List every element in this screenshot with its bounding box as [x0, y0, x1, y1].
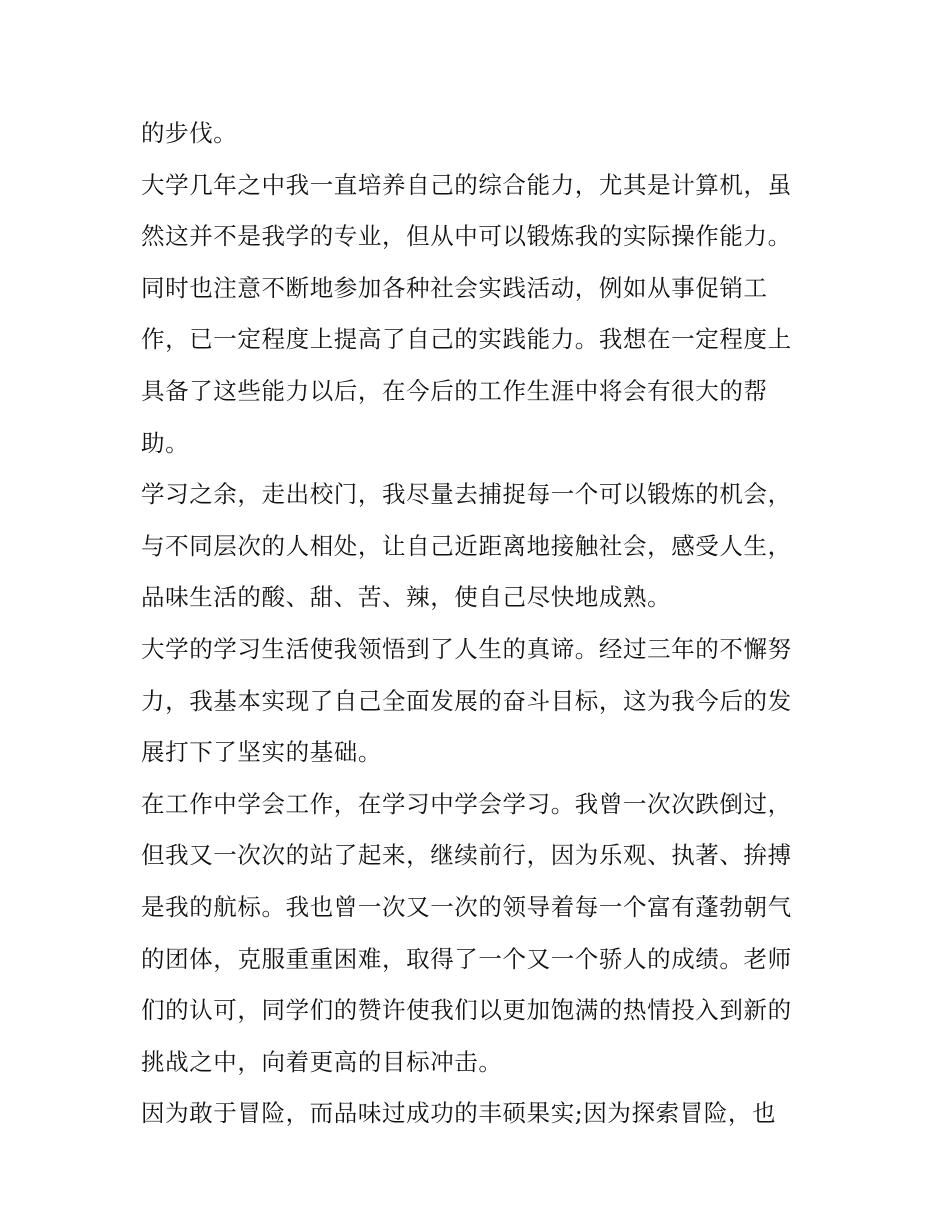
text-line: 大学几年之中我一直培养自己的综合能力，尤其是计算机，虽 [141, 170, 792, 199]
text-line: 的团体，克服重重困难，取得了一个又一个骄人的成绩。老师 [141, 944, 792, 973]
text-line: 大学的学习生活使我领悟到了人生的真谛。经过三年的不懈努 [141, 634, 792, 663]
text-line: 在工作中学会工作，在学习中学会学习。我曾一次次跌倒过， [141, 789, 792, 818]
text-line: 作，已一定程度上提高了自己的实践能力。我想在一定程度上 [141, 325, 792, 354]
text-line: 展打下了坚实的基础。 [141, 738, 382, 767]
text-line: 是我的航标。我也曾一次又一次的领导着每一个富有蓬勃朝气 [141, 892, 792, 921]
text-line: 学习之余，走出校门，我尽量去捕捉每一个可以锻炼的机会， [141, 480, 792, 509]
text-line: 同时也注意不断地参加各种社会实践活动，例如从事促销工 [141, 273, 768, 302]
text-line: 的步伐。 [141, 119, 238, 147]
text-line: 然这并不是我学的专业，但从中可以锻炼我的实际操作能力。 [141, 222, 792, 251]
text-line: 因为敢于冒险，而品味过成功的丰硕果实;因为探索冒险，也 [141, 1099, 777, 1128]
text-line: 具备了这些能力以后，在今后的工作生涯中将会有很大的帮 [141, 376, 768, 405]
text-line: 助。 [141, 428, 190, 457]
text-line: 但我又一次次的站了起来，继续前行，因为乐观、执著、拚搏 [141, 841, 792, 870]
text-line: 们的认可，同学们的赞许使我们以更加饱满的热情投入到新的 [141, 996, 792, 1025]
document-body [141, 108, 821, 1140]
text-line: 与不同层次的人相处，让自己近距离地接触社会，感受人生， [141, 531, 792, 560]
text-line: 品味生活的酸、甜、苦、辣，使自己尽快地成熟。 [141, 583, 672, 612]
text-line: 力，我基本实现了自己全面发展的奋斗目标，这为我今后的发 [141, 686, 792, 715]
text-line: 挑战之中，向着更高的目标冲击。 [141, 1047, 503, 1076]
